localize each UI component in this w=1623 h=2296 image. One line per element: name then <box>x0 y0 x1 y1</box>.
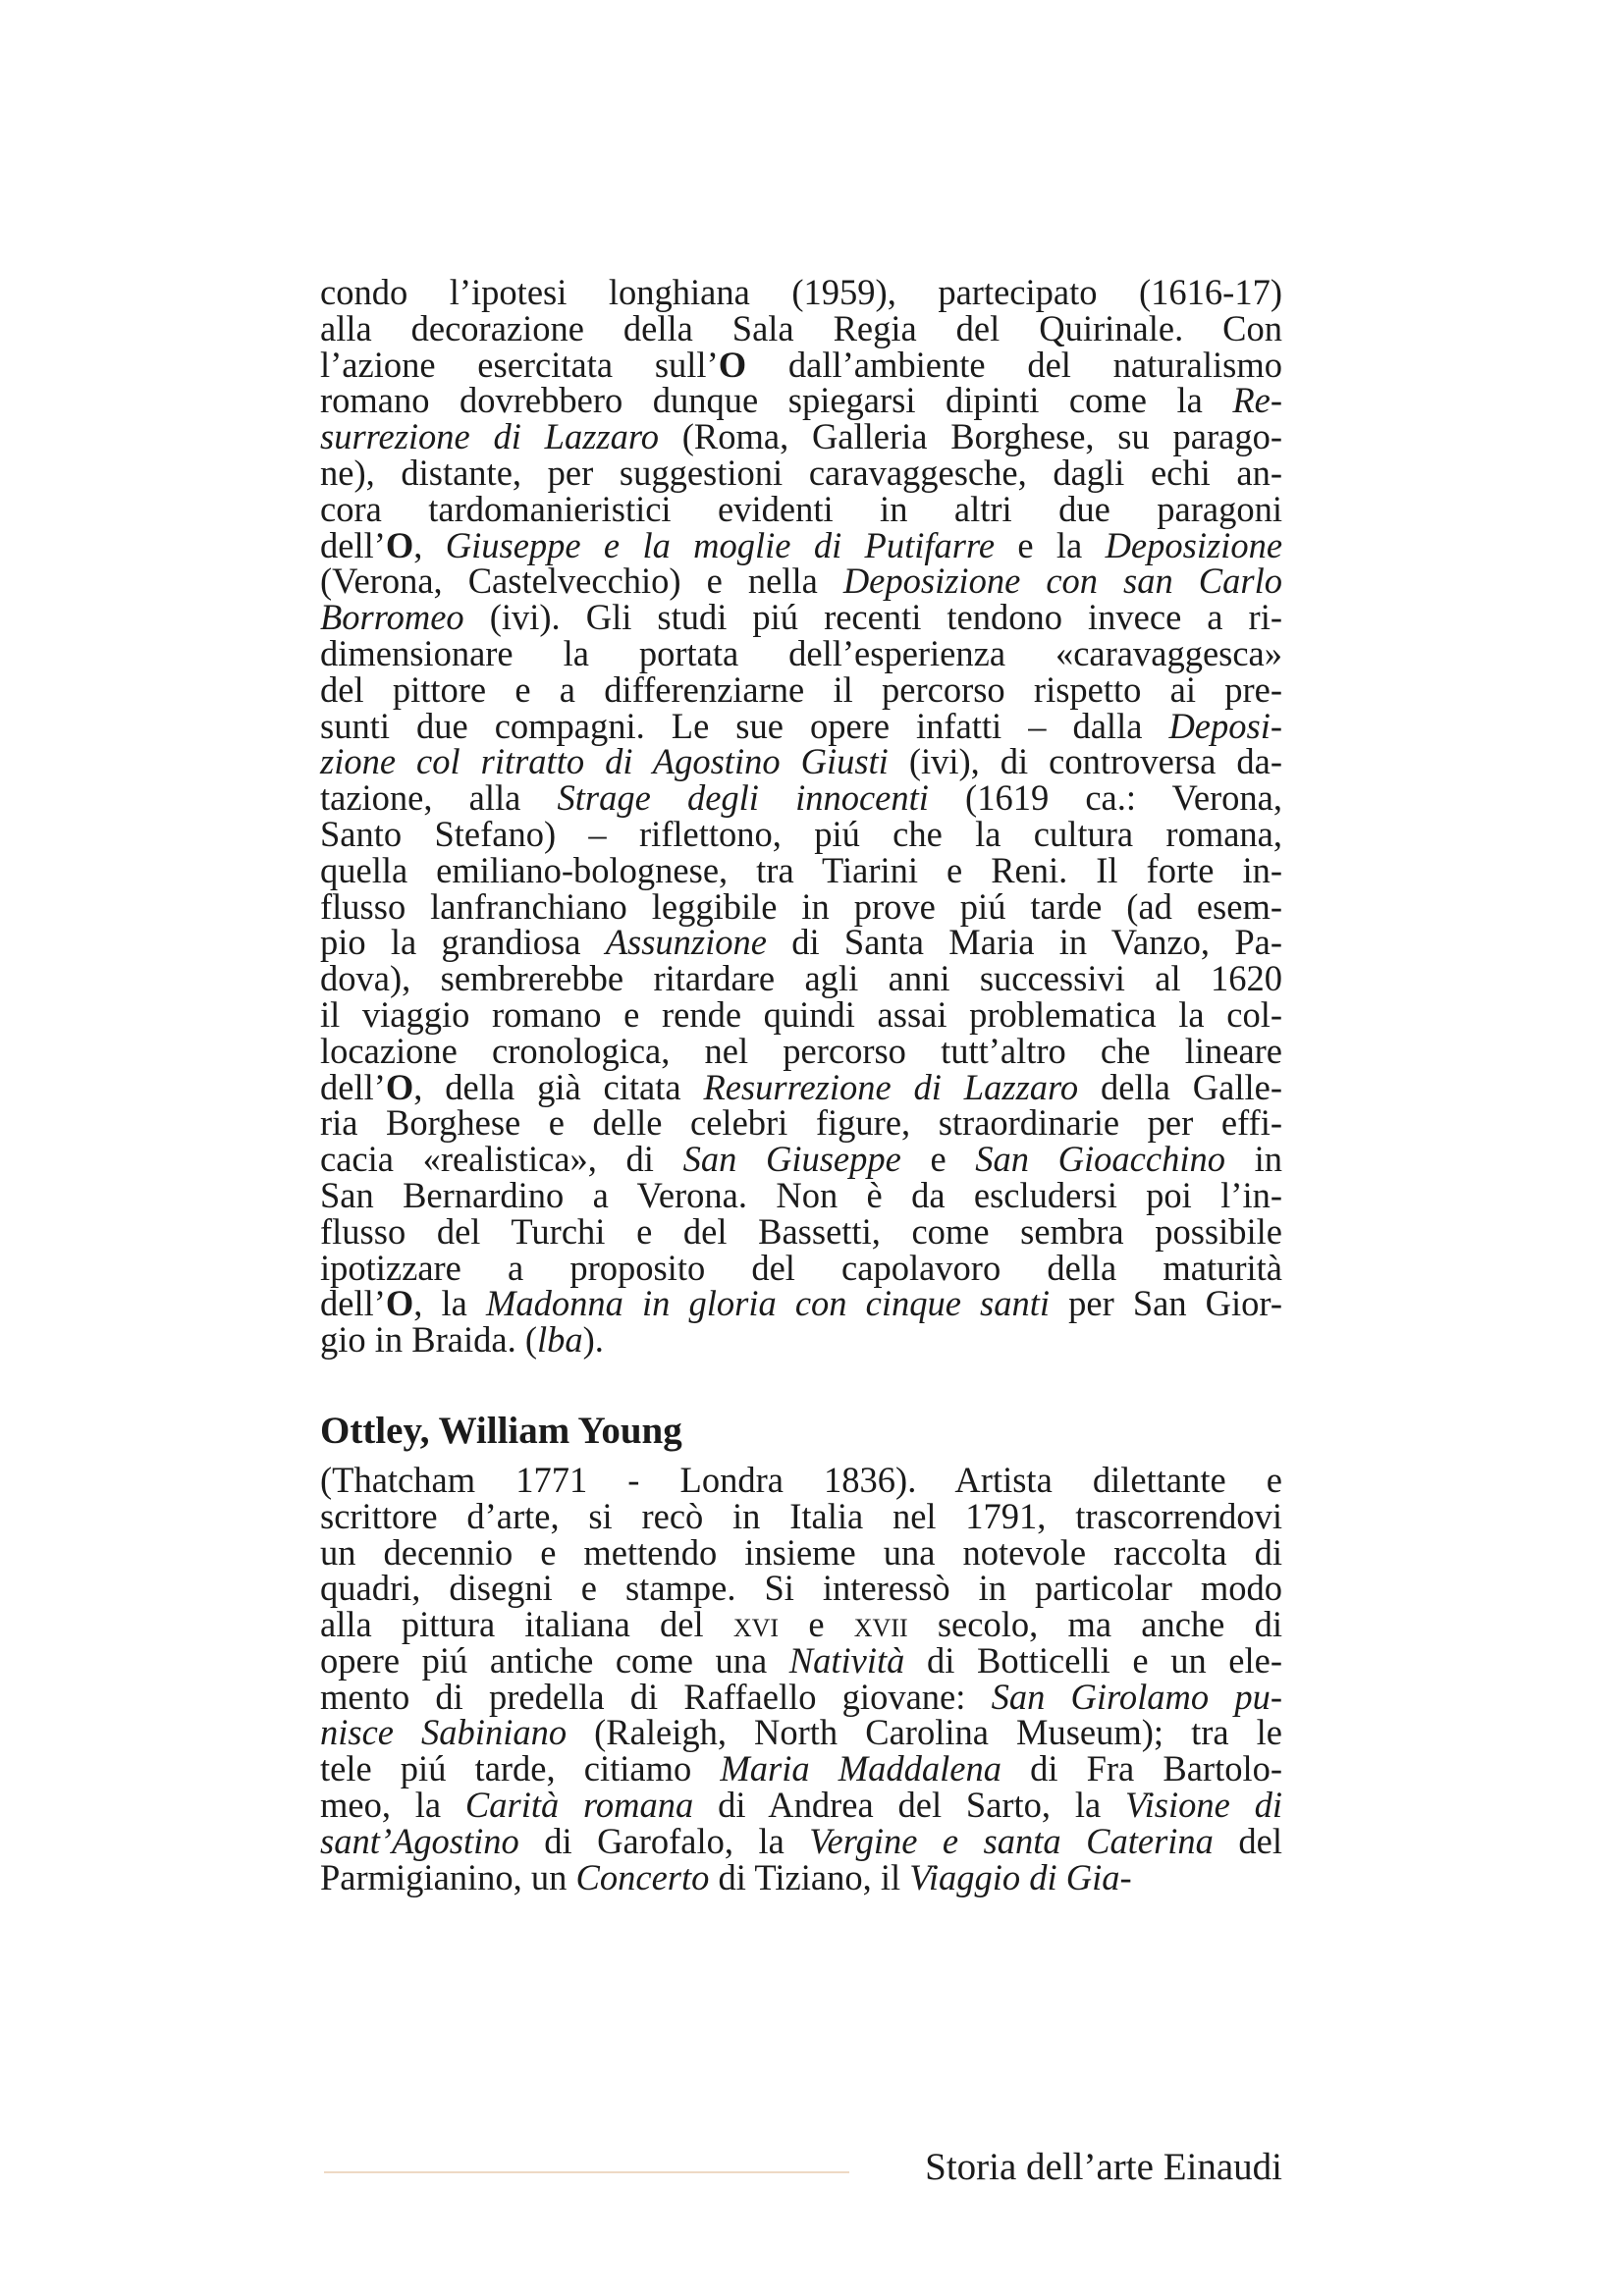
text-run: dall’ambiente del naturalismo <box>746 344 1282 385</box>
footer-rule <box>324 2171 849 2173</box>
italic-run: Concerto <box>575 1856 710 1897</box>
italic-run: Visione di <box>1125 1785 1282 1826</box>
text-run: e <box>779 1604 854 1645</box>
text-run: (ivi), di controversa da- <box>888 741 1283 782</box>
smallcaps-run: xvi <box>732 1604 780 1645</box>
text-run: , la <box>413 1283 486 1324</box>
text-run: alla decorazione della Sala Regia del Quirinale. Con <box>320 307 1282 348</box>
text-run: un decennio e mettendo insieme una notevole raccolta di <box>320 1531 1282 1573</box>
text-run: , della già citata <box>413 1066 704 1107</box>
italic-run: San Giuseppe <box>682 1139 901 1180</box>
text-run: tele piú tarde, citiamo <box>320 1748 721 1789</box>
text-line <box>320 563 1282 600</box>
italic-run: Madonna in gloria con cinque santi <box>485 1283 1051 1324</box>
text-line <box>320 1676 1282 1717</box>
text-line <box>320 1283 1283 1324</box>
entry-title: Ottley, William Young <box>320 1409 682 1452</box>
text-line <box>320 1604 1282 1645</box>
paragraph-ottley <box>320 1459 1283 1897</box>
italic-run: Carità romana <box>464 1785 694 1826</box>
text-line <box>320 958 1282 999</box>
footer-running-title: Storia dell’arte Einaudi <box>925 2146 1282 2188</box>
text-run: condo l’ipotesi longhiana (1959), partecipato (1616-17) <box>320 272 1282 312</box>
text-line <box>320 344 1282 385</box>
italic-run: Deposi- <box>1168 705 1282 746</box>
text-line <box>320 668 1282 710</box>
italic-run: sant’Agostino <box>320 1820 519 1861</box>
bold-run: O <box>385 1283 414 1324</box>
italic-run: Giuseppe e la moglie di Putifarre <box>445 524 996 565</box>
text-run: dell’ <box>320 1283 386 1324</box>
text-run: quadri, disegni e stampe. Si interessò in particolar modo <box>320 1568 1282 1609</box>
text-line <box>320 1785 1282 1826</box>
text-run: e <box>900 1139 976 1180</box>
text-run: Parmigianino, un <box>320 1856 576 1897</box>
italic-run: lba <box>536 1319 583 1361</box>
text-run: San Bernardino a Verona. Non è da escludersi poi l’in- <box>320 1174 1282 1215</box>
italic-run: Vergine e santa Caterina <box>809 1820 1214 1861</box>
main-text-block <box>320 272 1283 1897</box>
text-run: scrittore d’arte, si recò in Italia nel 1791, trascorrendovi <box>320 1495 1282 1536</box>
italic-run: San Girolamo pu- <box>991 1676 1282 1717</box>
text-run: Santo Stefano) – riflettono, piú che la cultura romana, <box>320 813 1282 854</box>
text-line <box>320 813 1282 854</box>
text-run: (Raleigh, North Carolina Museum); tra le <box>567 1712 1282 1753</box>
text-line <box>320 380 1282 421</box>
text-run: del <box>1213 1820 1282 1861</box>
text-run: di Santa Maria in Vanzo, Pa- <box>766 922 1282 963</box>
text-line <box>320 597 1282 638</box>
text-run: ). <box>582 1319 604 1361</box>
text-line <box>320 272 1282 312</box>
text-line <box>320 416 1282 457</box>
text-line <box>320 1319 1282 1361</box>
italic-run: Re- <box>1232 380 1282 421</box>
text-line <box>320 524 1283 565</box>
italic-run: Borromeo <box>320 597 464 638</box>
text-run: pio la grandiosa <box>320 922 606 963</box>
text-run: ria Borghese e delle celebri figure, straordinarie per effi- <box>320 1102 1282 1144</box>
text-run: , <box>413 524 446 565</box>
text-run: tazione, alla <box>320 777 558 819</box>
italic-run: Deposizione con san Carlo <box>842 561 1282 602</box>
italic-run: San Gioacchino <box>975 1139 1225 1180</box>
text-line <box>320 741 1283 782</box>
text-line <box>320 1856 1282 1897</box>
italic-run: Resurrezione di Lazzaro <box>703 1066 1079 1107</box>
text-run: (ivi). Gli studi piú recenti tendono invece a ri- <box>463 597 1282 638</box>
text-run: di Andrea del Sarto, la <box>693 1785 1126 1826</box>
italic-run: Strage degli innocenti <box>557 777 929 819</box>
smallcaps-run: xvii <box>853 1604 908 1645</box>
text-run: ne), distante, per suggestioni caravaggesche, dagli echi an- <box>320 452 1282 493</box>
text-line <box>320 849 1282 890</box>
text-line <box>320 307 1282 348</box>
text-line <box>320 1712 1282 1753</box>
text-run: (1619 ca.: Verona, <box>928 777 1283 819</box>
text-line <box>320 885 1282 927</box>
text-line <box>320 1568 1282 1609</box>
text-run: il viaggio romano e rende quindi assai problematica la col- <box>320 993 1282 1035</box>
text-run: cora tardomanieristici evidenti in altri due paragoni <box>320 488 1282 529</box>
text-run: (Verona, Castelvecchio) e nella <box>320 561 843 602</box>
text-run: della Galle- <box>1078 1066 1282 1107</box>
text-line <box>320 1066 1282 1107</box>
text-run: di Fra Bartolo- <box>1001 1748 1283 1789</box>
bold-run: O <box>385 524 414 565</box>
text-run: sunti due compagni. Le sue opere infatti – dalla <box>320 705 1169 746</box>
text-line <box>320 1820 1282 1861</box>
italic-run: nisce Sabiniano <box>320 1712 568 1753</box>
italic-run: Deposizione <box>1105 524 1283 565</box>
italic-run: Maria Maddalena <box>720 1748 1001 1789</box>
text-line <box>320 488 1282 529</box>
text-run: romano dovrebbero dunque spiegarsi dipinti come la <box>320 380 1233 421</box>
text-line <box>320 1247 1282 1288</box>
text-run: secolo, ma anche di <box>907 1604 1282 1645</box>
text-line <box>320 632 1282 673</box>
text-line <box>320 777 1283 819</box>
text-run: di Botticelli e un ele- <box>904 1639 1282 1681</box>
text-run: flusso del Turchi e del Bassetti, come sembra possibile <box>320 1210 1282 1252</box>
text-run: per San Gior- <box>1050 1283 1283 1324</box>
text-run: dell’ <box>320 524 386 565</box>
italic-run: Viaggio di Gia- <box>909 1856 1132 1897</box>
text-run: opere piú antiche come una <box>320 1639 789 1681</box>
text-line <box>320 1639 1282 1681</box>
italic-run: surrezione di Lazzaro <box>320 416 659 457</box>
text-run: ipotizzare a proposito del capolavoro della maturità <box>320 1247 1282 1288</box>
text-run: dova), sembrerebbe ritardare agli anni successivi al 1620 <box>320 958 1282 999</box>
text-run: cacia «realistica», di <box>320 1139 683 1180</box>
text-line <box>320 993 1282 1035</box>
text-run: locazione cronologica, nel percorso tutt’altro che lineare <box>320 1030 1282 1071</box>
text-run: alla pittura italiana del <box>320 1604 733 1645</box>
italic-run: Assunzione <box>605 922 767 963</box>
text-line <box>320 1495 1282 1536</box>
bold-run: O <box>385 1066 414 1107</box>
text-run: quella emiliano-bolognese, tra Tiarini e Reni. Il forte in- <box>320 849 1282 890</box>
text-line <box>320 1210 1282 1252</box>
text-run: flusso lanfranchiano leggibile in prove piú tarde (ad esem- <box>320 885 1282 927</box>
bold-run: O <box>718 344 747 385</box>
text-line <box>320 922 1282 963</box>
text-line <box>320 1459 1282 1500</box>
text-line <box>320 1030 1282 1071</box>
text-run: meo, la <box>320 1785 465 1826</box>
text-line <box>320 1102 1282 1144</box>
text-run: dimensionare la portata dell’esperienza «caravaggesca» <box>320 632 1282 673</box>
text-run: del pittore e a differenziarne il percorso rispetto ai pre- <box>320 668 1282 710</box>
text-line <box>320 1531 1282 1573</box>
text-line <box>320 452 1282 493</box>
text-line <box>320 1748 1283 1789</box>
text-line <box>320 705 1282 746</box>
text-run: in <box>1224 1139 1283 1180</box>
italic-run: zione col ritratto di Agostino Giusti <box>320 741 889 782</box>
text-line <box>320 1139 1283 1180</box>
text-run: e la <box>995 524 1106 565</box>
text-run: di Tiziano, il <box>709 1856 910 1897</box>
text-run: dell’ <box>320 1066 386 1107</box>
text-line <box>320 1174 1282 1215</box>
text-run: l’azione esercitata sull’ <box>320 344 719 385</box>
text-run: (Roma, Galleria Borghese, su parago- <box>658 416 1282 457</box>
italic-run: Natività <box>788 1639 905 1681</box>
text-run: (Thatcham 1771 - Londra 1836). Artista dilettante e <box>320 1459 1282 1500</box>
paragraph-ostuni-continuation <box>320 272 1283 1361</box>
text-run: mento di predella di Raffaello giovane: <box>320 1676 992 1717</box>
text-run: di Garofalo, la <box>518 1820 810 1861</box>
text-run: gio in Braida. ( <box>320 1319 537 1361</box>
